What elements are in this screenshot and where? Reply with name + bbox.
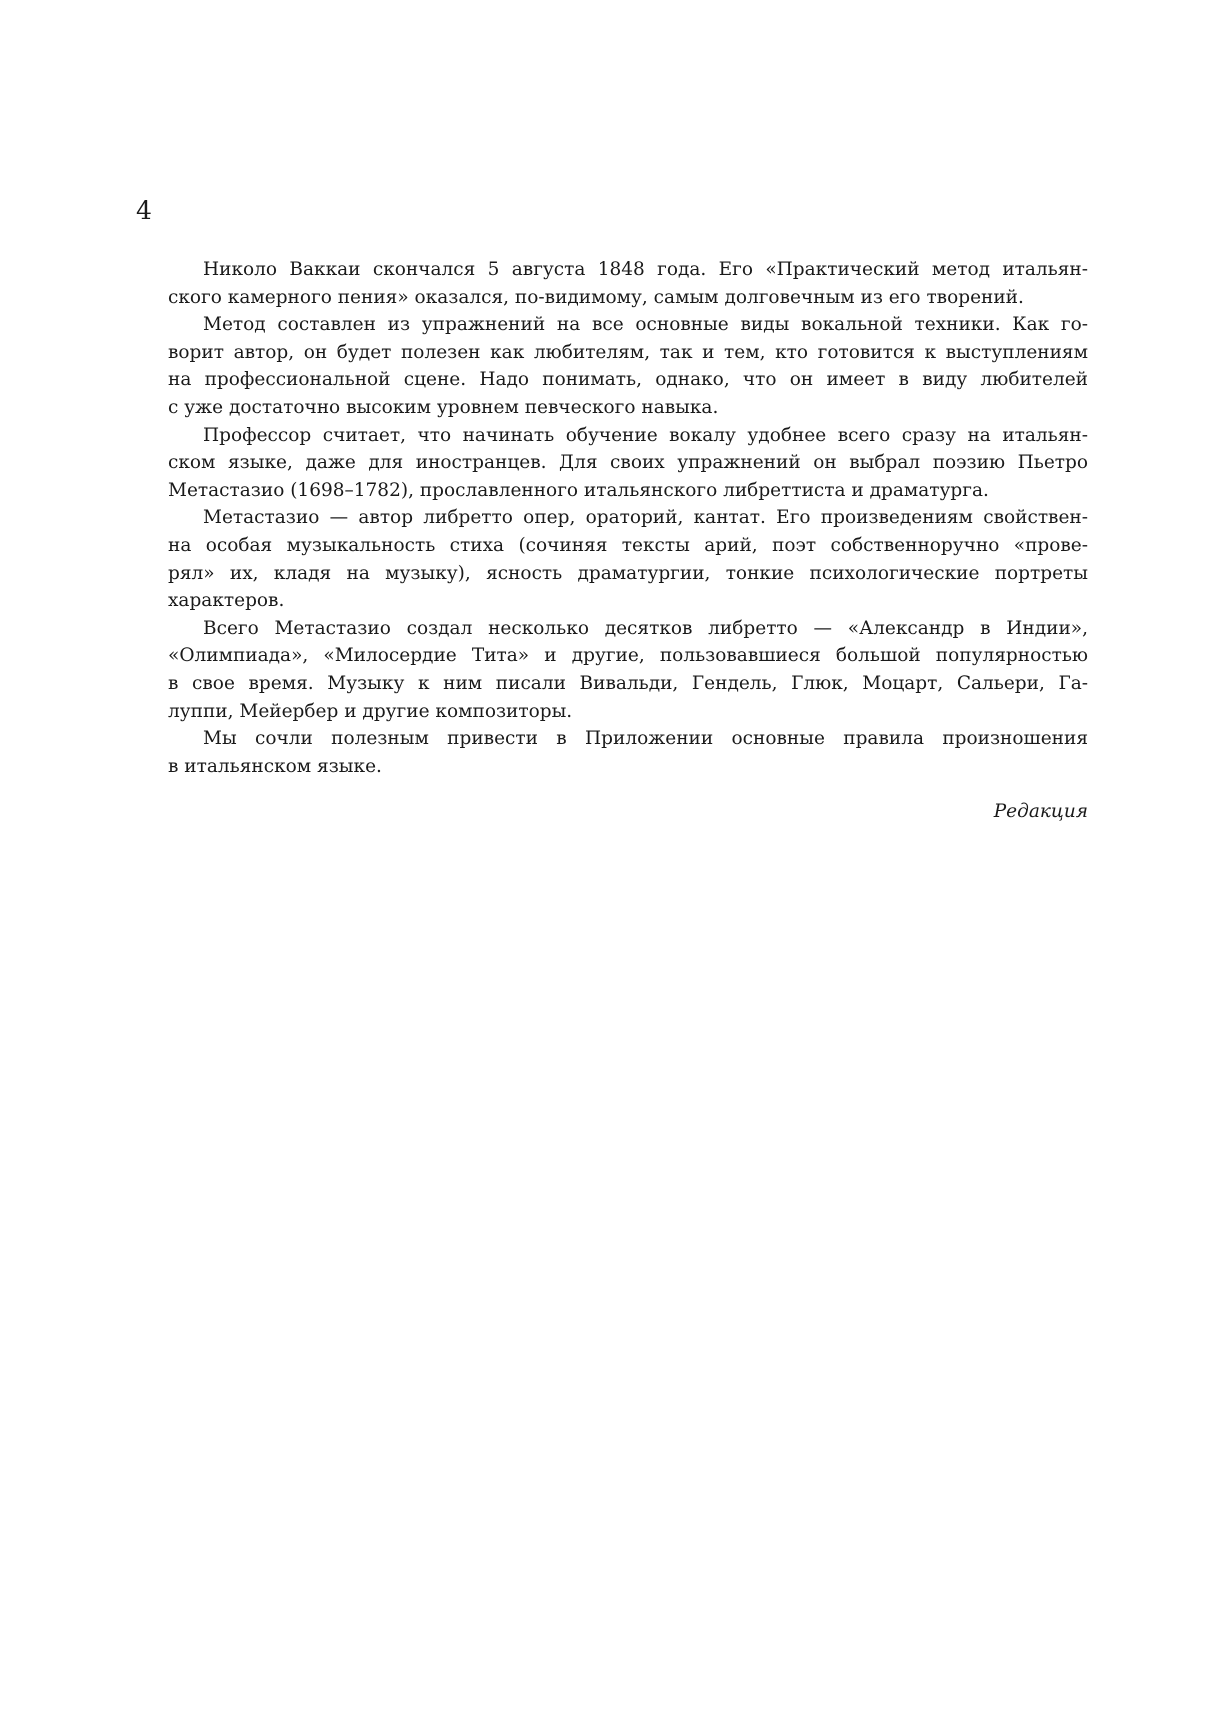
text-line: рял» их, кладя на музыку), ясность драматургии, тонкие психологические портреты <box>168 562 1088 584</box>
text-line: в свое время. Музыку к ним писали Вивальди, Гендель, Глюк, Моцарт, Сальери, Га- <box>168 672 1088 694</box>
text-line: на профессиональной сцене. Надо понимать, однако, что он имеет в виду любителей <box>168 369 1088 391</box>
text-line: ворит автор, он будет полезен как любителям, так и тем, кто готовится к выступлениям <box>168 341 1088 363</box>
text-line: на особая музыкальность стиха (сочиняя тексты арий, поэт собственноручно «прове- <box>168 534 1088 556</box>
text-line: луппи, Мейербер и другие композиторы. <box>168 700 573 722</box>
signature: Редакция <box>993 801 1088 822</box>
page-number: 4 <box>136 196 152 225</box>
text-line: Николо Ваккаи скончался 5 августа 1848 года. Его «Практический метод итальян- <box>203 259 1088 280</box>
text-line: Метастазио (1698–1782), прославленного итальянского либреттиста и драматурга. <box>168 479 989 501</box>
text-line: Мы сочли полезным привести в Приложении основные правила произношения <box>203 728 1088 750</box>
body-text <box>168 256 1088 780</box>
paragraph-5 <box>168 615 1088 725</box>
text-line: характеров. <box>168 590 285 612</box>
paragraph-3 <box>168 422 1088 505</box>
paragraph-6 <box>168 725 1088 780</box>
text-line: Всего Метастазио создал несколько десятков либретто — «Александр в Индии», <box>203 617 1088 639</box>
text-line: «Олимпиада», «Милосердие Тита» и другие, пользовавшиеся большой популярностью <box>168 645 1088 667</box>
paragraph-1 <box>168 256 1088 311</box>
text-line: Метастазио — автор либретто опер, ораторий, кантат. Его произведениям свойствен- <box>203 507 1088 529</box>
text-line: в итальянском языке. <box>168 755 382 777</box>
text-line: ском языке, даже для иностранцев. Для своих упражнений он выбрал поэзию Пьетро <box>168 452 1088 474</box>
text-line: ского камерного пения» оказался, по-видимому, самым долговечным из его творений. <box>168 286 1024 308</box>
text-line: Профессор считает, что начинать обучение вокалу удобнее всего сразу на итальян- <box>203 424 1088 446</box>
paragraph-2 <box>168 311 1088 421</box>
text-line: Метод составлен из упражнений на все основные виды вокальной техники. Как го- <box>203 314 1088 336</box>
text-line: с уже достаточно высоким уровнем певческого навыка. <box>168 396 719 418</box>
paragraph-4 <box>168 504 1088 614</box>
